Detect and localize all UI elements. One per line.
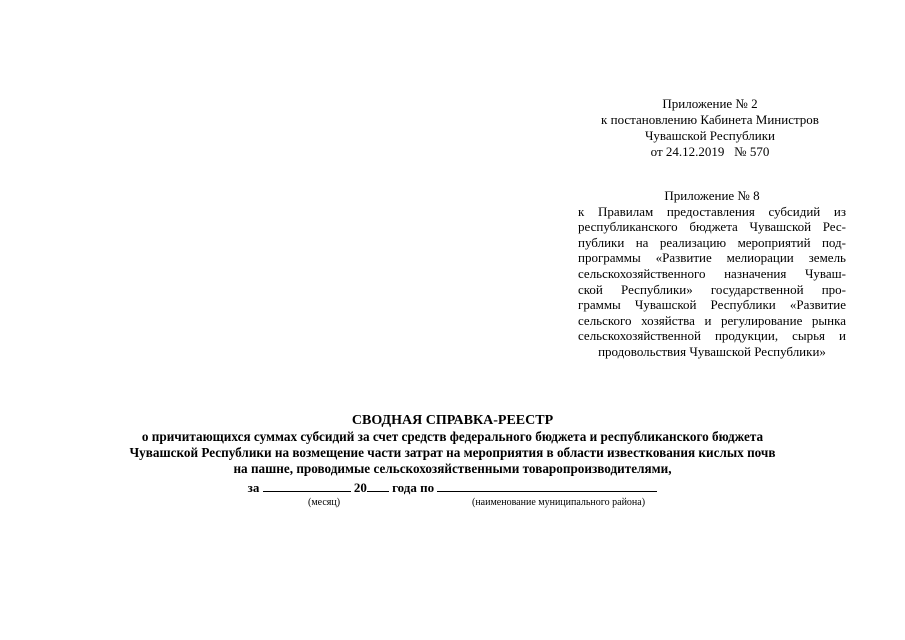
appendix-8-line: публики на реализацию мероприятий под- bbox=[578, 234, 846, 250]
appendix-8-line: ской Республики» государственной про- bbox=[578, 281, 846, 297]
appendix-8-line: к Правилам предоставления субсидий из bbox=[578, 203, 846, 219]
appendix-2-line-1: Приложение № 2 bbox=[662, 96, 758, 111]
appendix-8-header bbox=[578, 188, 846, 360]
appendix-2-line-3: Чувашской Республики bbox=[644, 128, 776, 143]
appendix-2-header bbox=[560, 96, 860, 160]
month-blank-field[interactable] bbox=[263, 479, 351, 492]
appendix-8-line: сельскохозяйственного назначения Чуваш- bbox=[578, 265, 846, 281]
period-mid: года по bbox=[392, 480, 435, 495]
appendix-8-line: программы «Развитие мелиорации земель bbox=[578, 250, 846, 266]
document-subtitle-line-3: на пашне, проводимые сельскохозяйственными товаропроизводителями, bbox=[233, 461, 672, 476]
appendix-8-text bbox=[578, 204, 846, 360]
appendix-2-line-4: от 24.12.2019 № 570 bbox=[650, 144, 770, 159]
document-subtitle-line-1: о причитающихся суммах субсидий за счет средств федерального бюджета и республиканского бюджета bbox=[141, 429, 764, 444]
document-title-block bbox=[0, 413, 905, 477]
document-subtitle-line-2: Чувашской Республики на возмещение части затрат на мероприятия в области известкования кислых почв bbox=[129, 445, 776, 460]
appendix-8-line: сельскохозяйственной продукции, сырья и bbox=[578, 328, 846, 344]
district-blank-field[interactable] bbox=[437, 479, 657, 492]
appendix-8-heading: Приложение № 8 bbox=[664, 188, 760, 203]
appendix-8-line: граммы Чувашской Республики «Развитие bbox=[578, 297, 846, 313]
month-caption: (месяц) bbox=[308, 497, 341, 508]
appendix-8-line: сельского хозяйства и регулирование рынка bbox=[578, 312, 846, 328]
year-blank-field[interactable] bbox=[367, 479, 389, 492]
year-prefix: 20 bbox=[353, 480, 367, 495]
appendix-8-line: продовольствия Чувашской Республики» bbox=[598, 343, 826, 359]
district-caption: (наименование муниципального района) bbox=[472, 497, 646, 508]
appendix-2-line-2: к постановлению Кабинета Министров bbox=[601, 112, 819, 127]
period-line bbox=[0, 479, 905, 496]
period-prefix: за bbox=[247, 480, 260, 495]
document-title: СВОДНАЯ СПРАВКА-РЕЕСТР bbox=[351, 413, 554, 428]
appendix-8-line: республиканского бюджета Чувашской Рес- bbox=[578, 219, 846, 235]
